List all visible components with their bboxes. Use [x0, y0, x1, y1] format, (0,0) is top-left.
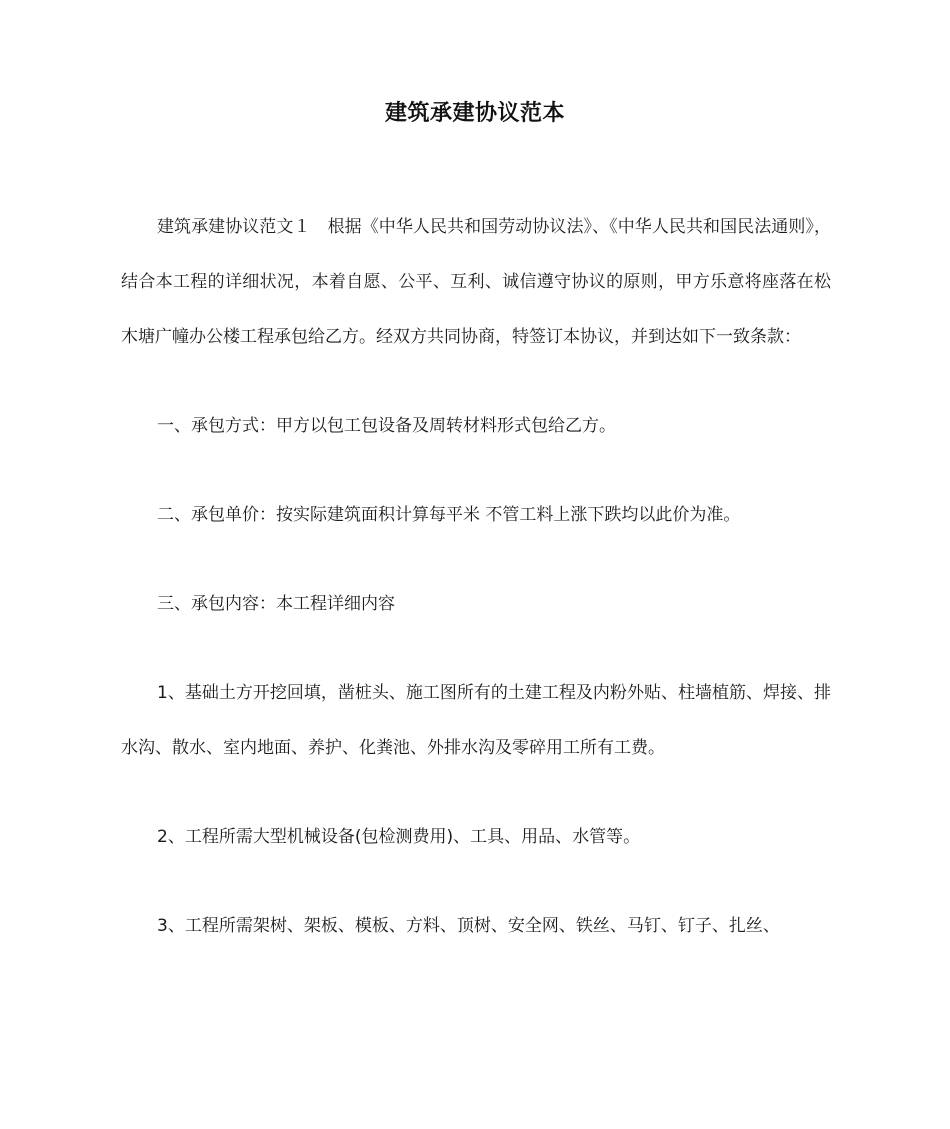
paragraph-item-2: 2、工程所需大型机械设备(包检测费用)、工具、用品、水管等。	[157, 827, 641, 847]
paragraph-intro: 建筑承建协议范文１ 根据《中华人民共和国劳动协议法》、《中华人民共和国民法通则》，结合本工程的详细状况，本着自愿、公平、互利、诚信遵守协议的原则，甲方乐意将座落在松木塘广幢办公楼工程承包给乙方。经双方共同协商，特签订本协议，并到达如下一致条款：	[121, 217, 831, 347]
paragraph-contract-content: 三、承包内容：本工程详细内容	[157, 594, 395, 614]
document-body	[121, 200, 831, 988]
paragraph-item-3: 3、工程所需架树、架板、模板、方料、顶树、安全网、铁丝、马钉、钉子、扎丝、	[157, 916, 780, 936]
paragraph-item-1: 1、基础土方开挖回填，凿桩头、施工图所有的土建工程及内粉外贴、柱墙植筋、焊接、排水沟、散水、室内地面、养护、化粪池、外排水沟及零碎用工所有工费。	[121, 683, 831, 758]
document-title: 建筑承建协议范本	[384, 101, 565, 126]
paragraph-contract-method: 一、承包方式：甲方以包工包设备及周转材料形式包给乙方。	[157, 416, 616, 436]
paragraph-unit-price: 二、承包单价：按实际建筑面积计算每平米 不管工料上涨下跌均以此价为准。	[157, 505, 741, 525]
